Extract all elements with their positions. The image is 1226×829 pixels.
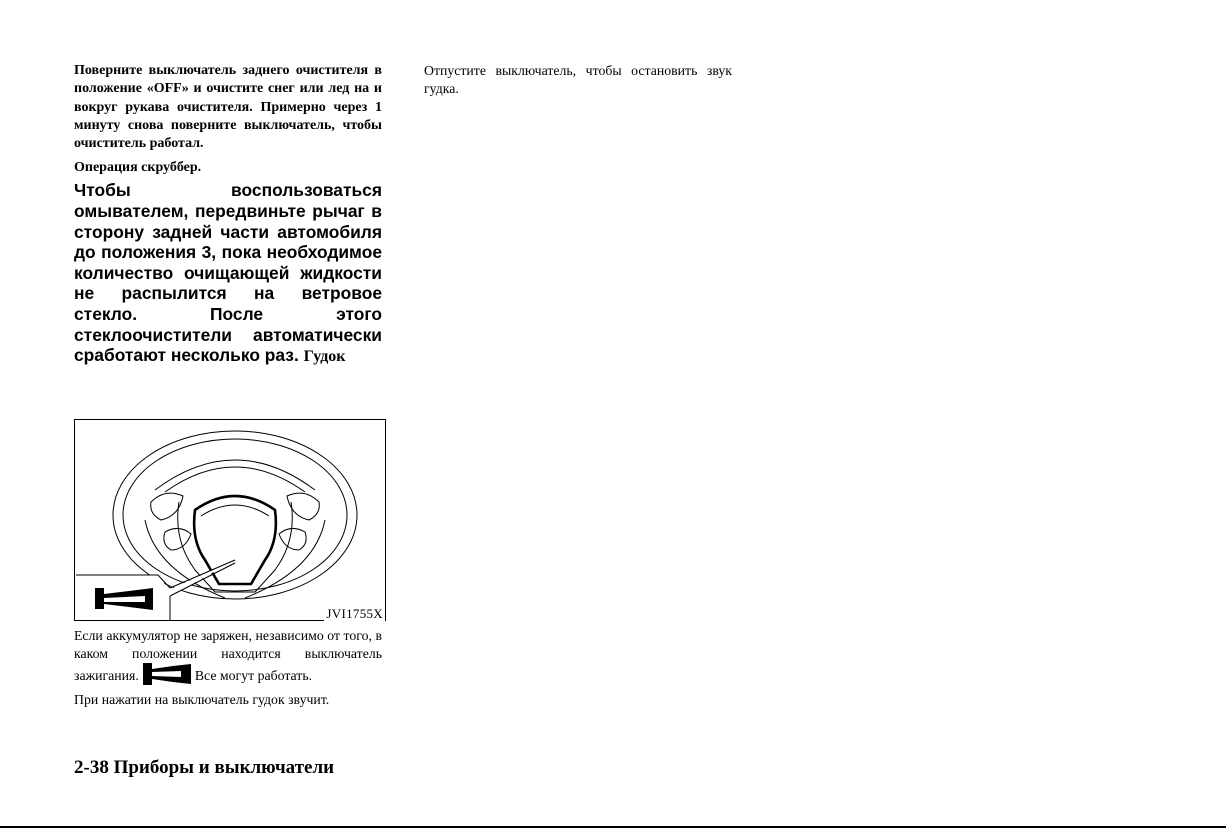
horn-icon-inline (143, 663, 191, 690)
washer-paragraph-text: Чтобы воспользоваться омывателем, передвиньте рычаг в сторону задней части автомобиля до положения 3, пока необходимое количество очищающей жидкости не распылится на ветровое стекло. После этого стеклоочистители автоматически сработают несколько раз. (74, 180, 382, 366)
release-paragraph: Отпустите выключатель, чтобы остановить звук гудка. (424, 63, 732, 97)
steering-wheel-figure (74, 419, 386, 621)
battery-text-tail: Все могут работать. (194, 668, 313, 684)
left-column (74, 62, 382, 368)
bottom-rule (0, 826, 1226, 828)
steering-wheel-illustration (75, 420, 385, 620)
right-column (424, 62, 732, 98)
page-footer-title: 2-38 Приборы и выключатели (74, 757, 335, 778)
battery-text: Если аккумулятор не заряжен, независимо от того, в каком положении находится выключатель зажигания. (74, 628, 382, 684)
battery-paragraph (74, 627, 382, 691)
horn-heading: Гудок (303, 348, 346, 366)
after-figure-text (74, 627, 382, 709)
figure-code: JVI1755X (326, 606, 383, 621)
horn-press-paragraph: При нажатии на выключатель гудок звучит. (74, 691, 330, 707)
washer-paragraph (74, 180, 382, 367)
rear-wiper-paragraph: Поверните выключатель заднего очистителя в положение «OFF» и очистите снег или лед на и вокруг рукава очистителя. Примерно через 1 минуту снова поверните выключатель, чтобы очиститель работал. (74, 63, 382, 152)
scrubber-subheading: Операция скруббер. (74, 160, 202, 176)
